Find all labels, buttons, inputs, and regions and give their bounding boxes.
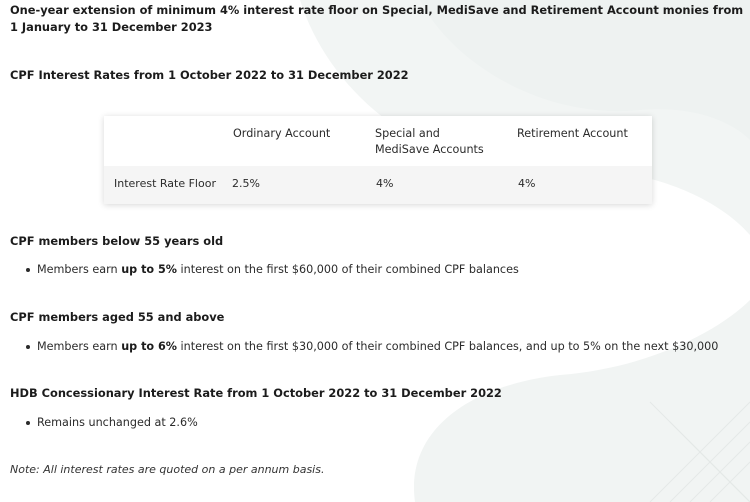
bullet-suffix: interest on the first $60,000 of their combined CPF balances <box>177 263 519 276</box>
table-cell-special-medisave: 4% <box>376 177 394 190</box>
list-item-below55 <box>26 262 519 278</box>
hdb-heading: HDB Concessionary Interest Rate from 1 October 2022 to 31 December 2022 <box>10 386 502 400</box>
intro-heading: One-year extension of minimum 4% interest rate floor on Special, MediSave and Retirement Account monies from 1 January to 31 December 2023 <box>10 3 744 34</box>
table-header-special-medisave-accounts: Special and MediSave Accounts <box>375 127 484 156</box>
bullet-icon <box>26 421 30 425</box>
bullet-prefix: Members earn <box>37 340 122 353</box>
footnote: Note: All interest rates are quoted on a per annum basis. <box>10 463 325 476</box>
bullet-text <box>37 339 718 355</box>
bullet-suffix: interest on the first $30,000 of their combined CPF balances, and up to 5% on the next $30,000 <box>177 340 719 353</box>
bullet-icon <box>26 268 30 272</box>
above55-heading: CPF members aged 55 and above <box>10 310 225 324</box>
interest-rates-table <box>104 116 652 204</box>
table-cell-ordinary: 2.5% <box>232 177 260 190</box>
bullet-text <box>37 262 519 278</box>
bullet-icon <box>26 345 30 349</box>
rates-heading: CPF Interest Rates from 1 October 2022 to 31 December 2022 <box>10 68 409 82</box>
bullet-bold-rate: up to 6% <box>121 340 177 353</box>
below55-heading: CPF members below 55 years old <box>10 234 224 248</box>
table-header-ordinary-account: Ordinary Account <box>233 127 331 140</box>
list-item-above55 <box>26 339 718 355</box>
table-cell-retirement: 4% <box>518 177 536 190</box>
table-header-retirement-account: Retirement Account <box>517 127 628 140</box>
table-row-label: Interest Rate Floor <box>114 177 216 190</box>
list-item-hdb <box>26 415 198 431</box>
bullet-bold-rate: up to 5% <box>121 263 177 276</box>
bullet-text: Remains unchanged at 2.6% <box>37 416 198 429</box>
bullet-prefix: Members earn <box>37 263 122 276</box>
